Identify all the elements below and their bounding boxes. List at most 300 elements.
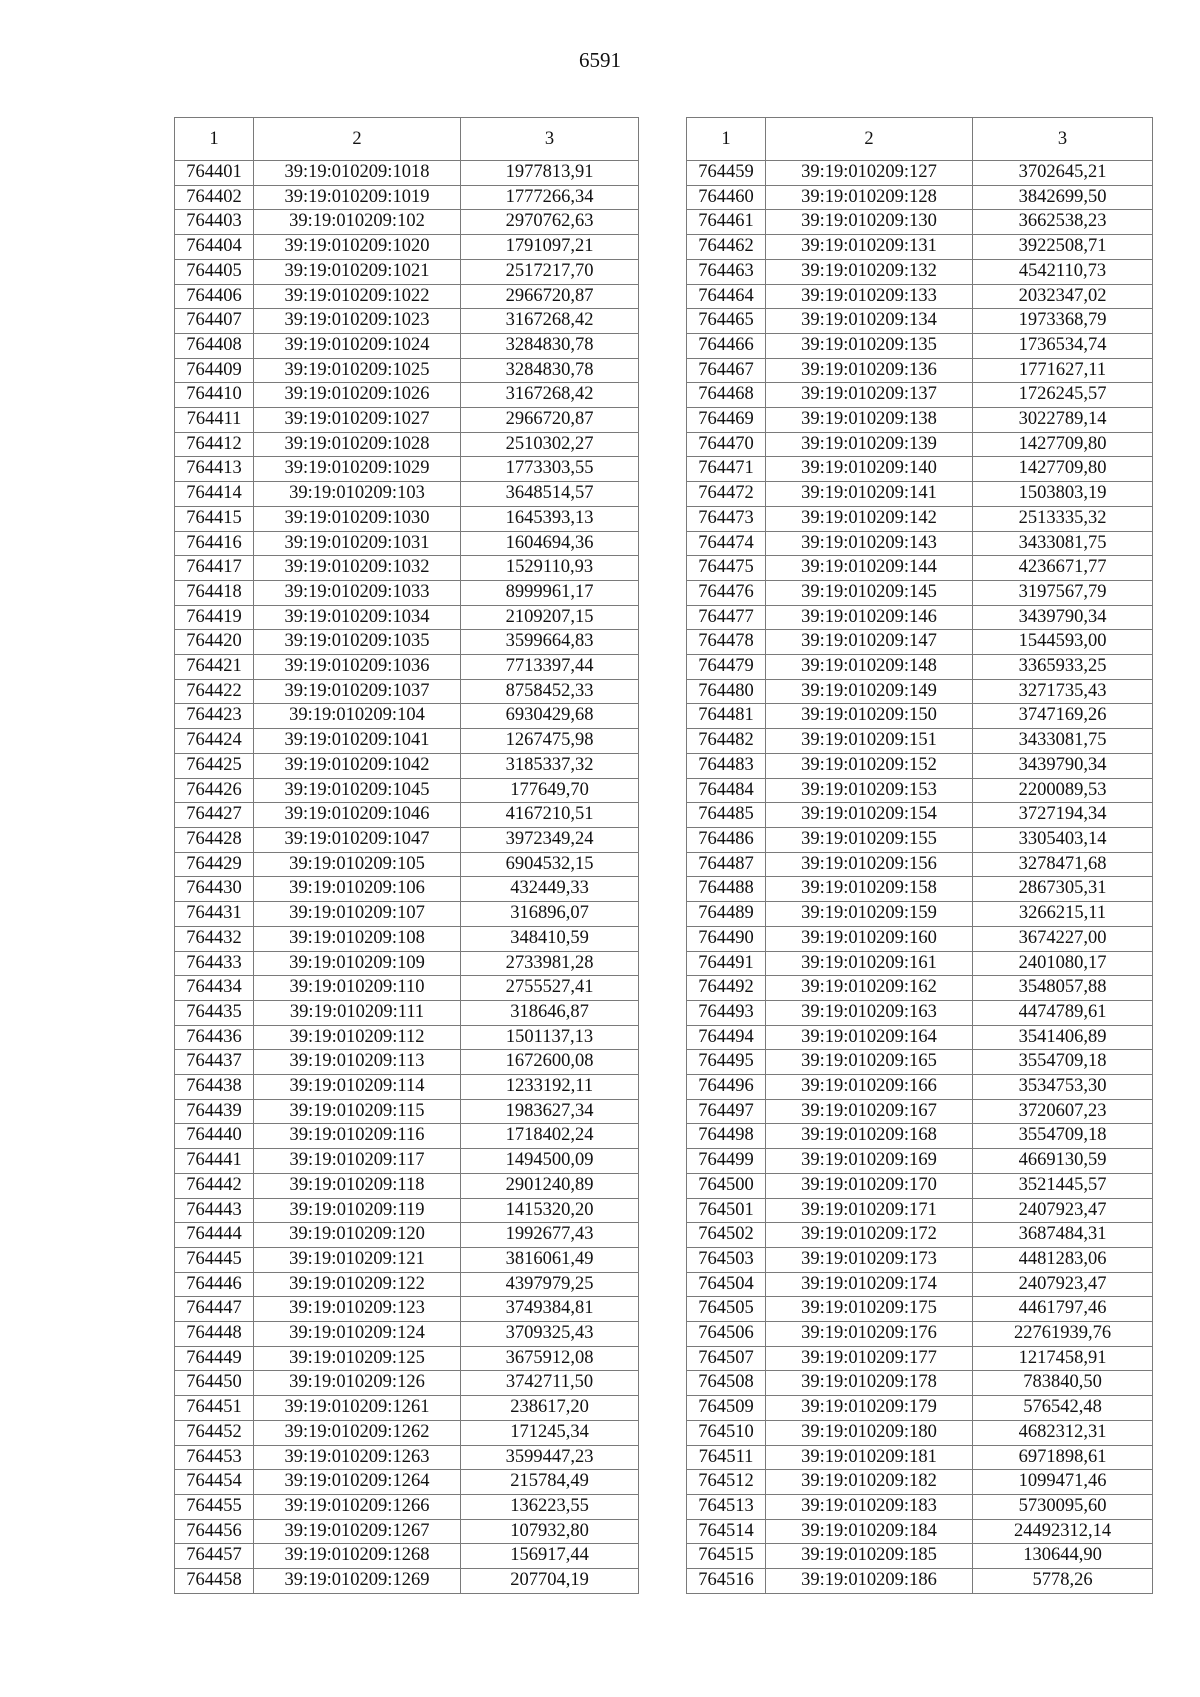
row-number-cell: 764408	[175, 333, 254, 358]
cadastral-number-cell: 39:19:010209:148	[766, 655, 973, 680]
value-cell: 3305403,14	[973, 827, 1153, 852]
value-cell: 4461797,46	[973, 1297, 1153, 1322]
table-row	[687, 877, 1153, 902]
cadastral-number-cell: 39:19:010209:120	[254, 1223, 461, 1248]
table-row	[175, 358, 639, 383]
value-cell: 177649,70	[461, 778, 639, 803]
row-number-cell: 764484	[687, 778, 766, 803]
cadastral-number-cell: 39:19:010209:1032	[254, 556, 461, 581]
table-row	[687, 630, 1153, 655]
value-cell: 576542,48	[973, 1396, 1153, 1421]
table-row	[175, 1346, 639, 1371]
cadastral-number-cell: 39:19:010209:163	[766, 1000, 973, 1025]
value-cell: 6930429,68	[461, 704, 639, 729]
row-number-cell: 764503	[687, 1247, 766, 1272]
value-cell: 4474789,61	[973, 1000, 1153, 1025]
value-cell: 2867305,31	[973, 877, 1153, 902]
value-cell: 2733981,28	[461, 951, 639, 976]
table-row	[175, 1149, 639, 1174]
column-header-3: 3	[461, 118, 639, 161]
row-number-cell: 764432	[175, 926, 254, 951]
value-cell: 432449,33	[461, 877, 639, 902]
cadastral-number-cell: 39:19:010209:110	[254, 976, 461, 1001]
table-row	[687, 1075, 1153, 1100]
value-cell: 4542110,73	[973, 259, 1153, 284]
value-cell: 1992677,43	[461, 1223, 639, 1248]
cadastral-number-cell: 39:19:010209:159	[766, 902, 973, 927]
cadastral-number-cell: 39:19:010209:141	[766, 482, 973, 507]
value-cell: 3548057,88	[973, 976, 1153, 1001]
row-number-cell: 764468	[687, 383, 766, 408]
row-number-cell: 764504	[687, 1272, 766, 1297]
value-cell: 3972349,24	[461, 827, 639, 852]
table-row	[687, 333, 1153, 358]
value-cell: 2970762,63	[461, 210, 639, 235]
row-number-cell: 764411	[175, 408, 254, 433]
cadastral-number-cell: 39:19:010209:182	[766, 1470, 973, 1495]
value-cell: 156917,44	[461, 1544, 639, 1569]
table-row	[175, 333, 639, 358]
row-number-cell: 764493	[687, 1000, 766, 1025]
row-number-cell: 764498	[687, 1124, 766, 1149]
table-row	[687, 1420, 1153, 1445]
table-row	[687, 827, 1153, 852]
cadastral-number-cell: 39:19:010209:1045	[254, 778, 461, 803]
value-cell: 3541406,89	[973, 1025, 1153, 1050]
cadastral-number-cell: 39:19:010209:134	[766, 309, 973, 334]
table-row	[687, 1272, 1153, 1297]
row-number-cell: 764469	[687, 408, 766, 433]
table-row	[687, 161, 1153, 186]
value-cell: 3167268,42	[461, 309, 639, 334]
table-row	[175, 753, 639, 778]
row-number-cell: 764457	[175, 1544, 254, 1569]
cadastral-number-cell: 39:19:010209:106	[254, 877, 461, 902]
value-cell: 3271735,43	[973, 679, 1153, 704]
row-number-cell: 764513	[687, 1494, 766, 1519]
cadastral-number-cell: 39:19:010209:128	[766, 185, 973, 210]
left-table-body	[175, 161, 639, 1594]
row-number-cell: 764512	[687, 1470, 766, 1495]
cadastral-number-cell: 39:19:010209:1047	[254, 827, 461, 852]
cadastral-number-cell: 39:19:010209:180	[766, 1420, 973, 1445]
cadastral-number-cell: 39:19:010209:174	[766, 1272, 973, 1297]
table-row	[687, 1519, 1153, 1544]
table-row	[687, 185, 1153, 210]
value-cell: 1777266,34	[461, 185, 639, 210]
cadastral-number-cell: 39:19:010209:1020	[254, 235, 461, 260]
row-number-cell: 764422	[175, 679, 254, 704]
table-row	[175, 432, 639, 457]
row-number-cell: 764473	[687, 506, 766, 531]
table-row	[687, 1124, 1153, 1149]
cadastral-number-cell: 39:19:010209:186	[766, 1569, 973, 1594]
table-row	[175, 778, 639, 803]
value-cell: 1726245,57	[973, 383, 1153, 408]
table-row	[687, 1544, 1153, 1569]
row-number-cell: 764427	[175, 803, 254, 828]
cadastral-number-cell: 39:19:010209:1268	[254, 1544, 461, 1569]
table-row	[687, 902, 1153, 927]
table-row	[687, 1149, 1153, 1174]
row-number-cell: 764431	[175, 902, 254, 927]
row-number-cell: 764476	[687, 580, 766, 605]
row-number-cell: 764448	[175, 1322, 254, 1347]
row-number-cell: 764460	[687, 185, 766, 210]
row-number-cell: 764491	[687, 951, 766, 976]
row-number-cell: 764480	[687, 679, 766, 704]
table-row	[687, 432, 1153, 457]
row-number-cell: 764442	[175, 1173, 254, 1198]
value-cell: 316896,07	[461, 902, 639, 927]
cadastral-number-cell: 39:19:010209:153	[766, 778, 973, 803]
value-cell: 2755527,41	[461, 976, 639, 1001]
table-row	[687, 605, 1153, 630]
table-row	[175, 605, 639, 630]
table-row	[687, 284, 1153, 309]
row-number-cell: 764436	[175, 1025, 254, 1050]
cadastral-number-cell: 39:19:010209:176	[766, 1322, 973, 1347]
table-row	[175, 408, 639, 433]
table-row	[687, 482, 1153, 507]
row-number-cell: 764441	[175, 1149, 254, 1174]
value-cell: 1604694,36	[461, 531, 639, 556]
table-row	[175, 1322, 639, 1347]
cadastral-number-cell: 39:19:010209:154	[766, 803, 973, 828]
value-cell: 3842699,50	[973, 185, 1153, 210]
table-row	[175, 1272, 639, 1297]
cadastral-number-cell: 39:19:010209:170	[766, 1173, 973, 1198]
table-row	[175, 951, 639, 976]
table-row	[175, 1445, 639, 1470]
value-cell: 1427709,80	[973, 432, 1153, 457]
cadastral-number-cell: 39:19:010209:1026	[254, 383, 461, 408]
cadastral-number-cell: 39:19:010209:1019	[254, 185, 461, 210]
row-number-cell: 764472	[687, 482, 766, 507]
cadastral-number-cell: 39:19:010209:173	[766, 1247, 973, 1272]
cadastral-number-cell: 39:19:010209:111	[254, 1000, 461, 1025]
table-row	[175, 531, 639, 556]
row-number-cell: 764475	[687, 556, 766, 581]
table-row	[175, 729, 639, 754]
row-number-cell: 764426	[175, 778, 254, 803]
cadastral-number-cell: 39:19:010209:132	[766, 259, 973, 284]
cadastral-number-cell: 39:19:010209:1027	[254, 408, 461, 433]
row-number-cell: 764444	[175, 1223, 254, 1248]
table-row	[687, 803, 1153, 828]
row-number-cell: 764419	[175, 605, 254, 630]
cadastral-number-cell: 39:19:010209:136	[766, 358, 973, 383]
table-row	[687, 1223, 1153, 1248]
table-row	[175, 1544, 639, 1569]
row-number-cell: 764458	[175, 1569, 254, 1594]
value-cell: 3521445,57	[973, 1173, 1153, 1198]
row-number-cell: 764420	[175, 630, 254, 655]
table-row	[175, 877, 639, 902]
row-number-cell: 764506	[687, 1322, 766, 1347]
row-number-cell: 764477	[687, 605, 766, 630]
row-number-cell: 764446	[175, 1272, 254, 1297]
row-number-cell: 764413	[175, 457, 254, 482]
table-row	[687, 655, 1153, 680]
cadastral-number-cell: 39:19:010209:109	[254, 951, 461, 976]
table-row	[175, 1569, 639, 1594]
value-cell: 3365933,25	[973, 655, 1153, 680]
row-number-cell: 764508	[687, 1371, 766, 1396]
table-row	[175, 827, 639, 852]
table-row	[687, 1173, 1153, 1198]
cadastral-number-cell: 39:19:010209:1030	[254, 506, 461, 531]
cadastral-number-cell: 39:19:010209:124	[254, 1322, 461, 1347]
value-cell: 4397979,25	[461, 1272, 639, 1297]
cadastral-number-cell: 39:19:010209:126	[254, 1371, 461, 1396]
row-number-cell: 764406	[175, 284, 254, 309]
row-number-cell: 764437	[175, 1050, 254, 1075]
value-cell: 2032347,02	[973, 284, 1153, 309]
value-cell: 1529110,93	[461, 556, 639, 581]
table-row	[687, 1000, 1153, 1025]
table-row	[175, 926, 639, 951]
cadastral-number-cell: 39:19:010209:1269	[254, 1569, 461, 1594]
row-number-cell: 764447	[175, 1297, 254, 1322]
cadastral-number-cell: 39:19:010209:127	[766, 161, 973, 186]
cadastral-number-cell: 39:19:010209:119	[254, 1198, 461, 1223]
row-number-cell: 764449	[175, 1346, 254, 1371]
cadastral-number-cell: 39:19:010209:181	[766, 1445, 973, 1470]
table-row	[687, 1297, 1153, 1322]
row-number-cell: 764496	[687, 1075, 766, 1100]
cadastral-number-cell: 39:19:010209:1025	[254, 358, 461, 383]
cadastral-number-cell: 39:19:010209:1023	[254, 309, 461, 334]
row-number-cell: 764428	[175, 827, 254, 852]
table-row	[175, 482, 639, 507]
value-cell: 3534753,30	[973, 1075, 1153, 1100]
cadastral-number-cell: 39:19:010209:102	[254, 210, 461, 235]
table-row	[687, 358, 1153, 383]
cadastral-number-cell: 39:19:010209:147	[766, 630, 973, 655]
value-cell: 2407923,47	[973, 1198, 1153, 1223]
right-table-header	[687, 118, 1153, 161]
row-number-cell: 764497	[687, 1099, 766, 1124]
value-cell: 1771627,11	[973, 358, 1153, 383]
value-cell: 130644,90	[973, 1544, 1153, 1569]
value-cell: 1672600,08	[461, 1050, 639, 1075]
cadastral-number-cell: 39:19:010209:164	[766, 1025, 973, 1050]
cadastral-number-cell: 39:19:010209:118	[254, 1173, 461, 1198]
cadastral-number-cell: 39:19:010209:152	[766, 753, 973, 778]
table-row	[175, 704, 639, 729]
value-cell: 6971898,61	[973, 1445, 1153, 1470]
value-cell: 8999961,17	[461, 580, 639, 605]
cadastral-number-cell: 39:19:010209:161	[766, 951, 973, 976]
value-cell: 3922508,71	[973, 235, 1153, 260]
table-row	[175, 1247, 639, 1272]
row-number-cell: 764415	[175, 506, 254, 531]
row-number-cell: 764439	[175, 1099, 254, 1124]
value-cell: 348410,59	[461, 926, 639, 951]
table-row	[175, 185, 639, 210]
cadastral-number-cell: 39:19:010209:1031	[254, 531, 461, 556]
value-cell: 3709325,43	[461, 1322, 639, 1347]
row-number-cell: 764489	[687, 902, 766, 927]
value-cell: 3727194,34	[973, 803, 1153, 828]
row-number-cell: 764500	[687, 1173, 766, 1198]
row-number-cell: 764462	[687, 235, 766, 260]
cadastral-number-cell: 39:19:010209:184	[766, 1519, 973, 1544]
table-row	[687, 1494, 1153, 1519]
row-number-cell: 764445	[175, 1247, 254, 1272]
table-row	[687, 679, 1153, 704]
row-number-cell: 764416	[175, 531, 254, 556]
row-number-cell: 764452	[175, 1420, 254, 1445]
cadastral-number-cell: 39:19:010209:171	[766, 1198, 973, 1223]
row-number-cell: 764438	[175, 1075, 254, 1100]
cadastral-number-cell: 39:19:010209:1034	[254, 605, 461, 630]
row-number-cell: 764456	[175, 1519, 254, 1544]
row-number-cell: 764451	[175, 1396, 254, 1421]
table-row	[175, 309, 639, 334]
cadastral-number-cell: 39:19:010209:1267	[254, 1519, 461, 1544]
cadastral-number-cell: 39:19:010209:1264	[254, 1470, 461, 1495]
row-number-cell: 764424	[175, 729, 254, 754]
table-row	[175, 1494, 639, 1519]
cadastral-number-cell: 39:19:010209:113	[254, 1050, 461, 1075]
cadastral-number-cell: 39:19:010209:1029	[254, 457, 461, 482]
table-row	[175, 1099, 639, 1124]
cadastral-number-cell: 39:19:010209:116	[254, 1124, 461, 1149]
value-cell: 3197567,79	[973, 580, 1153, 605]
value-cell: 4481283,06	[973, 1247, 1153, 1272]
cadastral-number-cell: 39:19:010209:178	[766, 1371, 973, 1396]
value-cell: 3662538,23	[973, 210, 1153, 235]
table-row	[687, 778, 1153, 803]
cadastral-number-cell: 39:19:010209:138	[766, 408, 973, 433]
row-number-cell: 764466	[687, 333, 766, 358]
row-number-cell: 764403	[175, 210, 254, 235]
cadastral-number-cell: 39:19:010209:155	[766, 827, 973, 852]
row-number-cell: 764481	[687, 704, 766, 729]
value-cell: 22761939,76	[973, 1322, 1153, 1347]
table-row	[175, 1124, 639, 1149]
value-cell: 1099471,46	[973, 1470, 1153, 1495]
value-cell: 4236671,77	[973, 556, 1153, 581]
row-number-cell: 764404	[175, 235, 254, 260]
value-cell: 1544593,00	[973, 630, 1153, 655]
table-row	[175, 1396, 639, 1421]
value-cell: 4669130,59	[973, 1149, 1153, 1174]
left-table	[174, 117, 639, 1594]
value-cell: 3284830,78	[461, 358, 639, 383]
cadastral-number-cell: 39:19:010209:105	[254, 852, 461, 877]
row-number-cell: 764429	[175, 852, 254, 877]
value-cell: 2401080,17	[973, 951, 1153, 976]
row-number-cell: 764509	[687, 1396, 766, 1421]
table-row	[175, 630, 639, 655]
table-row	[175, 803, 639, 828]
row-number-cell: 764455	[175, 1494, 254, 1519]
value-cell: 2200089,53	[973, 778, 1153, 803]
row-number-cell: 764425	[175, 753, 254, 778]
value-cell: 1427709,80	[973, 457, 1153, 482]
table-row	[687, 531, 1153, 556]
page-number: 6591	[579, 48, 621, 72]
value-cell: 1773303,55	[461, 457, 639, 482]
row-number-cell: 764461	[687, 210, 766, 235]
row-number-cell: 764478	[687, 630, 766, 655]
cadastral-number-cell: 39:19:010209:122	[254, 1272, 461, 1297]
row-number-cell: 764417	[175, 556, 254, 581]
value-cell: 3720607,23	[973, 1099, 1153, 1124]
value-cell: 24492312,14	[973, 1519, 1153, 1544]
row-number-cell: 764433	[175, 951, 254, 976]
cadastral-number-cell: 39:19:010209:156	[766, 852, 973, 877]
value-cell: 3747169,26	[973, 704, 1153, 729]
cadastral-number-cell: 39:19:010209:1036	[254, 655, 461, 680]
cadastral-number-cell: 39:19:010209:162	[766, 976, 973, 1001]
value-cell: 3554709,18	[973, 1050, 1153, 1075]
row-number-cell: 764430	[175, 877, 254, 902]
table-row	[687, 1396, 1153, 1421]
row-number-cell: 764454	[175, 1470, 254, 1495]
table-row	[687, 729, 1153, 754]
column-header-3: 3	[973, 118, 1153, 161]
cadastral-number-cell: 39:19:010209:1022	[254, 284, 461, 309]
row-number-cell: 764502	[687, 1223, 766, 1248]
cadastral-number-cell: 39:19:010209:168	[766, 1124, 973, 1149]
table-row	[687, 556, 1153, 581]
table-row	[175, 1025, 639, 1050]
cadastral-number-cell: 39:19:010209:117	[254, 1149, 461, 1174]
value-cell: 3816061,49	[461, 1247, 639, 1272]
table-row	[687, 309, 1153, 334]
row-number-cell: 764465	[687, 309, 766, 334]
cadastral-number-cell: 39:19:010209:1033	[254, 580, 461, 605]
row-number-cell: 764453	[175, 1445, 254, 1470]
value-cell: 2966720,87	[461, 408, 639, 433]
table-row	[687, 1322, 1153, 1347]
value-cell: 1973368,79	[973, 309, 1153, 334]
value-cell: 3648514,57	[461, 482, 639, 507]
cadastral-number-cell: 39:19:010209:1046	[254, 803, 461, 828]
value-cell: 3742711,50	[461, 1371, 639, 1396]
row-number-cell: 764405	[175, 259, 254, 284]
value-cell: 1501137,13	[461, 1025, 639, 1050]
table-row	[687, 1569, 1153, 1594]
table-row	[175, 383, 639, 408]
table-row	[175, 457, 639, 482]
cadastral-number-cell: 39:19:010209:115	[254, 1099, 461, 1124]
cadastral-number-cell: 39:19:010209:1035	[254, 630, 461, 655]
table-row	[687, 210, 1153, 235]
table-row	[687, 852, 1153, 877]
table-row	[687, 506, 1153, 531]
cadastral-number-cell: 39:19:010209:183	[766, 1494, 973, 1519]
cadastral-number-cell: 39:19:010209:179	[766, 1396, 973, 1421]
value-cell: 238617,20	[461, 1396, 639, 1421]
row-number-cell: 764421	[175, 655, 254, 680]
value-cell: 2109207,15	[461, 605, 639, 630]
table-row	[175, 259, 639, 284]
value-cell: 5730095,60	[973, 1494, 1153, 1519]
table-row	[175, 1420, 639, 1445]
value-cell: 3554709,18	[973, 1124, 1153, 1149]
cadastral-number-cell: 39:19:010209:1041	[254, 729, 461, 754]
cadastral-number-cell: 39:19:010209:150	[766, 704, 973, 729]
value-cell: 3266215,11	[973, 902, 1153, 927]
value-cell: 1977813,91	[461, 161, 639, 186]
table-row	[175, 284, 639, 309]
table-row	[687, 1346, 1153, 1371]
